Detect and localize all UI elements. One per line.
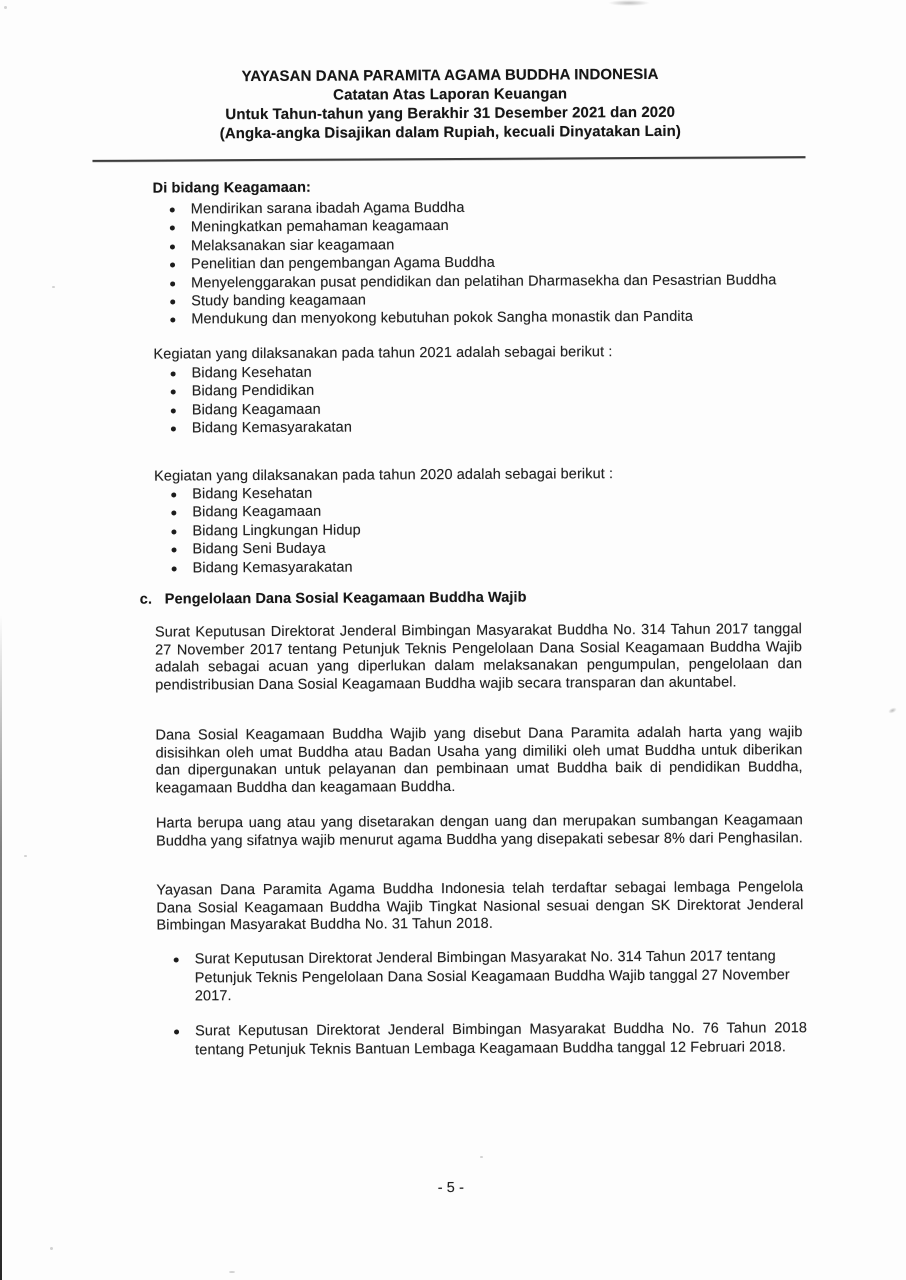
scan-edge-shadow	[0, 615, 2, 1280]
list-item: Mendukung dan menyokong kebutuhan pokok Sangha monastik dan Pandita	[153, 308, 813, 330]
list-item: Meningkatkan pemahaman keagamaan	[153, 216, 813, 238]
list-item: Menyelenggarakan pusat pendidikan dan pelatihan Dharmasekha dan Pesastrian Buddha	[153, 271, 813, 293]
list-item: Bidang Seni Budaya	[154, 537, 814, 559]
kegiatan-2020-list	[154, 482, 814, 577]
scan-speck	[4, 6, 7, 9]
section-c-label: c.	[139, 591, 153, 608]
decree-bullet-2018: Surat Keputusan Direktorat Jenderal Bimbingan Masyarakat Buddha No. 76 Tahun 2018 tentang Petunjuk Teknis Bantuan Lembaga Keagamaan Buddha tanggal 12 Februari 2018.	[157, 1019, 807, 1059]
page-number: - 5 -	[437, 1179, 465, 1197]
kegiatan-2021-intro: Kegiatan yang dilaksanakan pada tahun 2021 adalah sebagai berikut :	[153, 344, 613, 363]
scan-smudge	[608, 0, 650, 6]
scan-speck	[480, 1156, 483, 1158]
list-item: Melaksanakan siar keagamaan	[153, 234, 813, 256]
keagamaan-activity-list	[153, 197, 814, 329]
document-header	[97, 64, 803, 144]
list-item: Bidang Pendidikan	[154, 380, 814, 402]
list-item: Mendirikan sarana ibadah Agama Buddha	[153, 197, 813, 219]
header-org-name: YAYASAN DANA PARAMITA AGAMA BUDDHA INDONESIA	[241, 65, 659, 86]
list-item: Study banding keagamaan	[153, 289, 813, 311]
list-item: Bidang Kesehatan	[154, 361, 814, 383]
scan-speck	[229, 1271, 235, 1273]
section-c-paragraph-3: Harta berupa uang atau yang disetarakan dengan uang dan merupakan sumbangan Keagamaan Buddha yang sifatnya wajib menurut agama Buddha yang disepakati sebesar 8% dari Penghasilan.	[155, 812, 803, 850]
kegiatan-2021-list	[154, 361, 814, 438]
scan-speck	[52, 286, 55, 288]
kegiatan-2020-intro: Kegiatan yang dilaksanakan pada tahun 2020 adalah sebagai berikut :	[154, 466, 614, 485]
list-item: Bidang Kemasyarakatan	[155, 556, 815, 578]
list-item: Bidang Keagamaan	[154, 398, 814, 420]
scan-speck	[50, 1247, 53, 1250]
section-c-paragraph-4: Yayasan Dana Paramita Agama Buddha Indonesia telah terdaftar sebagai lembaga Pengelola Dana Sosial Keagamaan Buddha Wajib Tingkat Nasional sesuai dengan SK Direktorat Jenderal Bimbingan Masyarakat Buddha No. 31 Tahun 2018.	[156, 879, 804, 934]
header-currency-note: (Angka-angka Disajikan dalam Rupiah, kecuali Dinyatakan Lain)	[219, 122, 681, 143]
list-item: Bidang Kemasyarakatan	[154, 416, 814, 438]
header-divider	[92, 156, 805, 162]
keagamaan-section-heading: Di bidang Keagamaan:	[152, 179, 311, 197]
list-item: Bidang Kesehatan	[154, 482, 814, 504]
header-report-title: Catatan Atas Laporan Keuangan	[333, 85, 568, 104]
section-c-paragraph-2: Dana Sosial Keagamaan Buddha Wajib yang disebut Dana Paramita adalah harta yang wajib disisihkan oleh umat Buddha atau Badan Usaha yang dimiliki oleh umat Buddha untuk diberikan dan dipergunakan untuk pelayanan dan pembinaan umat Buddha baik di pendidikan Buddha, keagamaan Buddha dan keagamaan Buddha.	[155, 724, 803, 797]
list-item: Penelitian dan pengembangan Agama Buddha	[153, 252, 813, 274]
list-item: Bidang Keagamaan	[154, 501, 814, 523]
scan-speck	[24, 855, 27, 857]
section-c-paragraph-1: Surat Keputusan Direktorat Jenderal Bimbingan Masyarakat Buddha No. 314 Tahun 2017 tanggal 27 November 2017 tentang Petunjuk Teknis Pengelolaan Dana Sosial Keagamaan Buddha Wajib adalah sebagai acuan yang diperlukan dalam melaksanakan pengumpulan, pengelolaan dan pendistribusian Dana Sosial Keagamaan Buddha wajib secara transparan dan akuntabel.	[154, 621, 803, 694]
section-c-heading: Pengelolaan Dana Sosial Keagamaan Buddha Wajib	[164, 589, 527, 608]
header-period: Untuk Tahun-tahun yang Berakhir 31 Desember 2021 dan 2020	[225, 103, 676, 124]
list-item: Bidang Lingkungan Hidup	[154, 519, 814, 541]
decree-bullet-2017: Surat Keputusan Direktorat Jenderal Bimbingan Masyarakat No. 314 Tahun 2017 tentang Petunjuk Teknis Pengelolaan Dana Sosial Keagamaan Buddha Wajib tanggal 27 November 2017.	[157, 947, 807, 1006]
